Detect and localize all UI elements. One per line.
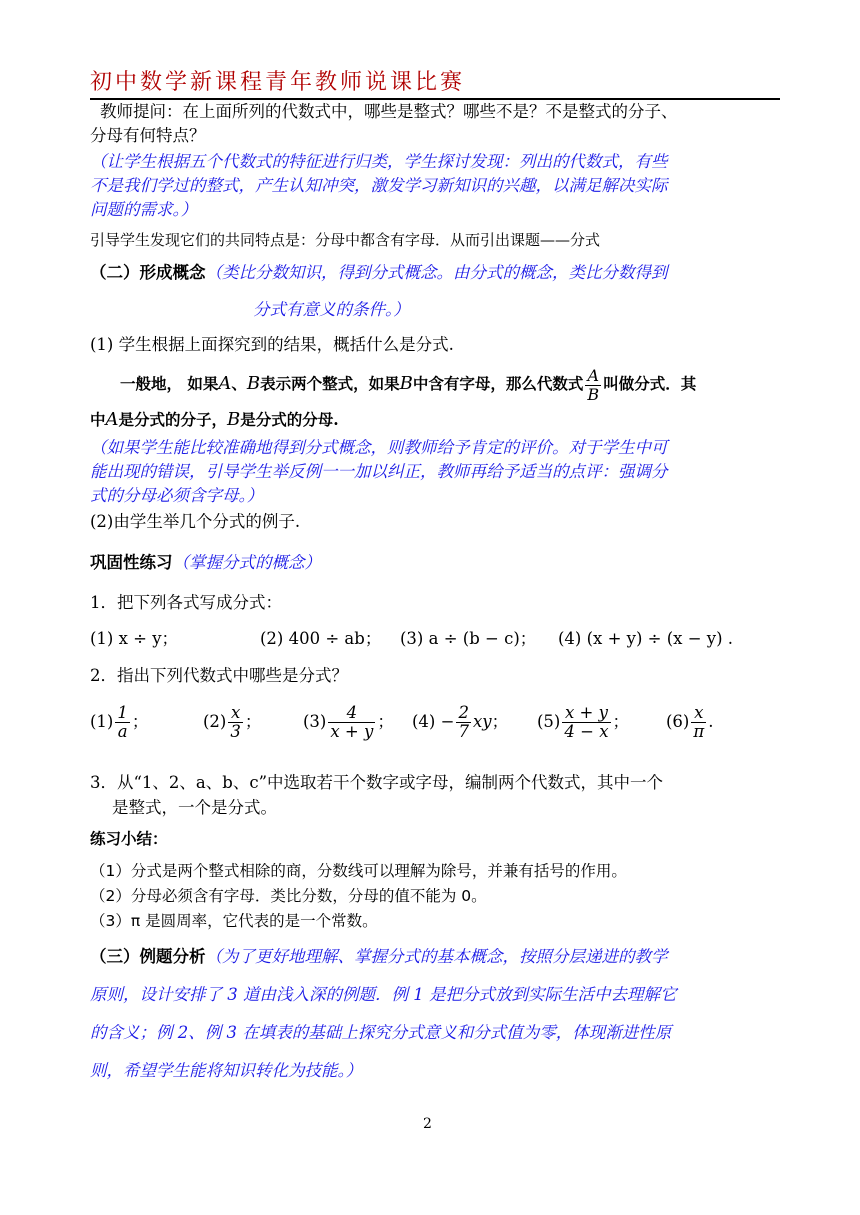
summary-item: （1）分式是两个整式相除的商，分数线可以理解为除号，并兼有括号的作用。 <box>90 862 627 880</box>
text-line: 分母有何特点？ <box>90 126 206 145</box>
summary-item: （3）π 是圆周率，它代表的是一个常数。 <box>90 912 378 930</box>
q1-item: (1) x ÷ y； <box>90 629 179 648</box>
math-var: A <box>105 409 119 430</box>
q2-label: (2) <box>203 712 227 731</box>
text-line: (2)由学生举几个分式的例子. <box>90 512 301 531</box>
definition-text: 是分式的分子， <box>118 410 228 429</box>
math-term: xy <box>472 712 492 731</box>
definition-text: 表示两个整式，如果 <box>260 374 400 393</box>
fraction-num: 1 <box>117 703 128 722</box>
separator: . <box>708 712 714 731</box>
math-var: B <box>227 409 241 430</box>
page-number: 2 <box>423 1116 432 1132</box>
q2-item-2 <box>203 704 261 741</box>
practice-title: 巩固性练习 <box>90 553 173 572</box>
teaching-note: （让学生根据五个代数式的特征进行归类，学生探讨发现：列出的代数式，有些 <box>90 152 668 171</box>
definition-line <box>120 366 696 404</box>
fraction <box>562 704 610 741</box>
summary-item: （2）分母必须含有字母．类比分数，分母的值不能为 0。 <box>90 887 487 905</box>
practice-heading <box>90 552 321 574</box>
fraction-num: x <box>694 703 704 722</box>
fraction-num: A <box>587 365 600 385</box>
section-heading-3 <box>90 946 668 968</box>
definition-text: 中含有字母，那么代数式 <box>412 374 584 393</box>
q1-item: (2) 400 ÷ ab； <box>260 629 382 648</box>
question-3: 3．从“1、2、a、b、c”中选取若干个数字或字母，编制两个代数式，其中一个 <box>90 773 664 792</box>
question-2-items <box>90 704 780 750</box>
q2-item-6 <box>666 704 713 741</box>
fraction-den: x + y <box>330 722 374 741</box>
teaching-note: 原则，设计安排了 3 道由浅入深的例题．例 1 是把分式放到实际生活中去理解它 <box>90 985 677 1004</box>
section-heading-2 <box>90 262 668 284</box>
q2-item-1 <box>90 704 148 741</box>
teaching-note: 的含义；例 2、例 3 在填表的基础上探究分式意义和分式值为零，体现渐进性原 <box>90 1023 672 1042</box>
fraction <box>228 704 243 741</box>
q2-label: (5) <box>537 712 561 731</box>
separator: ； <box>491 712 509 731</box>
fraction <box>115 704 130 741</box>
question-2: 2．指出下列代数式中哪些是分式？ <box>90 666 348 685</box>
fraction-a-over-b <box>585 367 601 404</box>
section-title: （二）形成概念 <box>90 263 206 282</box>
q2-item-5 <box>537 704 629 741</box>
section-title: （三）例题分析 <box>90 947 206 966</box>
fraction-den: B <box>587 384 600 404</box>
teaching-note: （类比分数知识，得到分式概念。由分式的概念，类比分数得到 <box>205 263 668 282</box>
q2-label: (1) <box>90 712 114 731</box>
definition-text: 、 <box>231 374 247 393</box>
teaching-note: （如果学生能比较准确地得到分式概念，则教师给予肯定的评价。对于学生中可 <box>90 438 668 457</box>
fraction-den: a <box>115 722 130 741</box>
definition-text: 叫做分式．其 <box>603 374 697 393</box>
separator: ； <box>244 712 262 731</box>
q2-label: (3) <box>303 712 327 731</box>
text-line: (1) 学生根据上面探究到的结果，概括什么是分式. <box>90 335 454 354</box>
teaching-note: （掌握分式的概念） <box>172 553 321 572</box>
teaching-note: （为了更好地理解、掌握分式的基本概念，按照分层递进的教学 <box>205 947 668 966</box>
q2-label: (6) <box>666 712 690 731</box>
math-var: B <box>246 373 261 394</box>
math-var: B <box>399 373 413 394</box>
teaching-note: 能出现的错误，引导学生举反例一一加以纠正，教师再给予适当的点评：强调分 <box>90 462 668 481</box>
fraction-den: 7 <box>458 722 469 741</box>
fraction-den: π <box>693 722 705 741</box>
definition-text: 一般地， 如果 <box>120 374 219 393</box>
fraction-den: 3 <box>230 722 241 741</box>
teaching-note: 式的分母必须含字母。） <box>90 486 264 505</box>
q2-item-4 <box>412 704 508 741</box>
separator: ； <box>131 712 149 731</box>
definition-text: 是分式的分母. <box>240 410 339 429</box>
text-line: 教师提问：在上面所列的代数式中，哪些是整式？哪些不是？不是整式的分子、 <box>100 102 678 121</box>
fraction-den: 4 − x <box>564 722 609 741</box>
text-line: 引导学生发现它们的共同特点是：分母中都含有字母．从而引出课题——分式 <box>90 231 601 249</box>
fraction-num: 4 <box>346 703 358 722</box>
q2-label: (4) − <box>412 712 455 731</box>
fraction-num: x <box>230 703 241 722</box>
question-3-cont: 是整式，一个是分式。 <box>112 798 277 817</box>
q1-item: (3) a ÷ (b − c)； <box>400 629 537 648</box>
math-var: A <box>218 373 232 394</box>
teaching-note: 分式有意义的条件。） <box>253 300 410 319</box>
page-header: 初中数学新课程青年教师说课比赛 <box>90 70 780 100</box>
separator: ； <box>377 712 394 731</box>
fraction <box>328 704 375 741</box>
fraction <box>456 704 471 741</box>
teaching-note: 不是我们学过的整式，产生认知冲突，激发学习新知识的兴趣，以满足解决实际 <box>90 176 668 195</box>
fraction-num: x + y <box>564 703 608 722</box>
fraction-num: 2 <box>458 703 469 722</box>
separator: ； <box>612 712 629 731</box>
summary-title: 练习小结： <box>90 830 168 848</box>
teaching-note: 问题的需求。） <box>90 200 198 219</box>
teaching-note: 则，希望学生能将知识转化为技能。） <box>90 1061 363 1080</box>
definition-line-2 <box>90 409 339 431</box>
q2-item-3 <box>303 704 394 741</box>
q1-item: (4) (x + y) ÷ (x − y) . <box>558 629 734 648</box>
definition-text: 中 <box>90 410 106 429</box>
fraction <box>691 704 706 741</box>
question-1: 1．把下列各式写成分式： <box>90 593 282 612</box>
